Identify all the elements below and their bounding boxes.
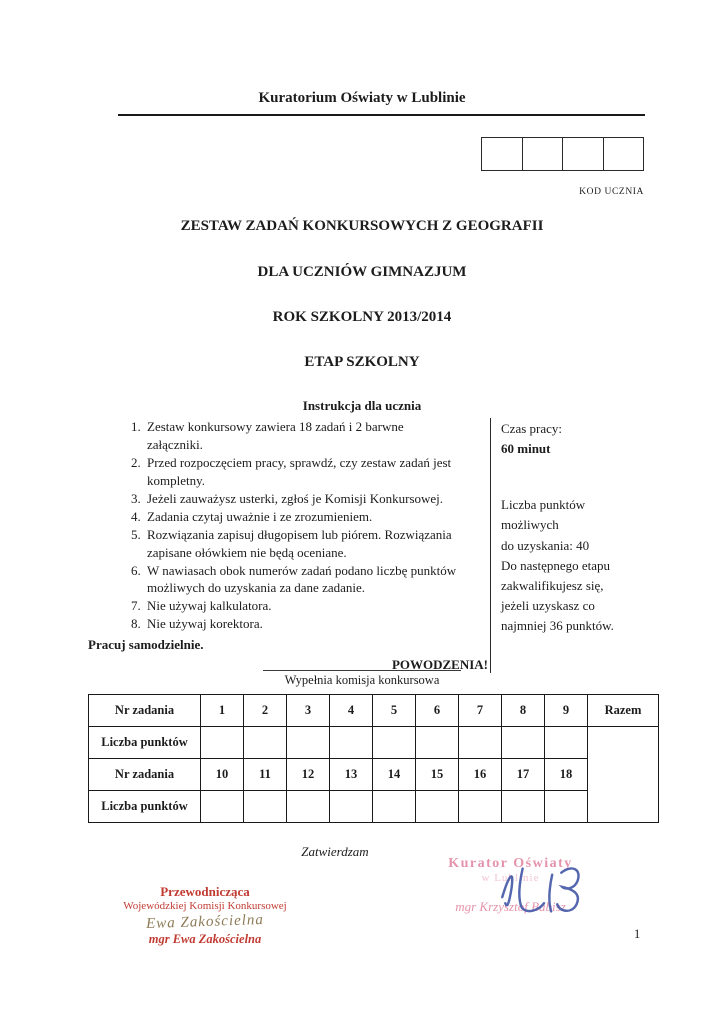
instruction-item-5: 5. Rozwiązania zapisuj długopisem lub piórem. Rozwiązania zapisane ołówkiem nie będą oceniane. <box>144 526 458 562</box>
chairwoman-name: mgr Ewa Zakościelna <box>148 932 262 946</box>
time-label: Czas pracy: <box>501 421 563 436</box>
task-number: 14 <box>373 759 416 791</box>
curator-stamp-line2: w Lublinie <box>481 872 540 884</box>
task-number: 7 <box>459 695 502 727</box>
score-cell-empty <box>373 727 416 759</box>
points-line-7: najmniej 36 punktów. <box>501 618 614 634</box>
title-line-2: DLA UCZNIÓW GIMNAZJUM <box>257 264 467 280</box>
razem-total-cell <box>588 727 659 823</box>
code-cell-4 <box>604 138 644 170</box>
task-number: 3 <box>287 695 330 727</box>
header-institution: Kuratorium Oświaty w Lublinie <box>258 90 466 106</box>
score-cell-empty <box>330 727 373 759</box>
points-line-2: możliwych <box>501 517 559 533</box>
instruction-list <box>118 418 458 633</box>
instructions-list-column <box>88 418 490 673</box>
points-line-6: jeżeli uzyskasz co <box>501 597 595 613</box>
instructions-sidebar <box>490 418 664 673</box>
task-number: 6 <box>416 695 459 727</box>
instruction-item-6: 6. W nawiasach obok numerów zadań podano liczbę punktów możliwych do uzyskania za dane zadanie. <box>144 562 458 598</box>
score-cell-empty <box>545 791 588 823</box>
table-row <box>89 791 659 823</box>
student-code-box <box>481 137 644 171</box>
instruction-item-2: 2. Przed rozpoczęciem pracy, sprawdź, czy zestaw zadań jest kompletny. <box>144 454 458 490</box>
code-cell-1 <box>482 138 523 170</box>
points-line-4: Do następnego etapu <box>501 557 611 573</box>
task-number: 10 <box>201 759 244 791</box>
row-label-pts-2: Liczba punktów <box>89 791 201 823</box>
score-cell-empty <box>459 791 502 823</box>
score-cell-empty <box>201 791 244 823</box>
score-cell-empty <box>459 727 502 759</box>
task-number: 12 <box>287 759 330 791</box>
score-cell-empty <box>416 727 459 759</box>
instruction-item-4: 4. Zadania czytaj uważnie i ze zrozumieniem. <box>144 508 458 526</box>
chairwoman-subtitle: Wojewódzkiej Komisji Konkursowej <box>123 900 287 912</box>
time-value: 60 minut <box>501 441 551 457</box>
points-line-1: Liczba punktów <box>501 497 586 513</box>
instruction-item-8: 8. Nie używaj korektora. <box>144 615 458 633</box>
score-cell-empty <box>545 727 588 759</box>
razem-header: Razem <box>588 695 659 727</box>
task-number: 11 <box>244 759 287 791</box>
table-row <box>89 695 659 727</box>
task-number: 13 <box>330 759 373 791</box>
task-number: 2 <box>244 695 287 727</box>
score-cell-empty <box>244 791 287 823</box>
task-number: 17 <box>502 759 545 791</box>
row-label-pts-1: Liczba punktów <box>89 727 201 759</box>
instruction-item-7: 7. Nie używaj kalkulatora. <box>144 597 458 615</box>
table-row <box>89 727 659 759</box>
page-number: 1 <box>634 927 641 941</box>
task-number: 16 <box>459 759 502 791</box>
table-row <box>89 759 659 791</box>
work-alone-note: Pracuj samodzielnie. <box>88 637 204 653</box>
task-number: 5 <box>373 695 416 727</box>
chairwoman-block <box>95 884 315 947</box>
good-luck-text: POWODZENIA! <box>391 657 488 673</box>
score-cell-empty <box>287 727 330 759</box>
task-number: 4 <box>330 695 373 727</box>
code-cell-3 <box>563 138 604 170</box>
sidebar-spacer <box>501 459 664 495</box>
instruction-item-3: 3. Jeżeli zauważysz usterki, zgłoś je Komisji Konkursowej. <box>144 490 458 508</box>
row-label-nr-1: Nr zadania <box>89 695 201 727</box>
title-line-1: ZESTAW ZADAŃ KONKURSOWYCH Z GEOGRAFII <box>180 218 544 234</box>
score-cell-empty <box>201 727 244 759</box>
task-number: 8 <box>502 695 545 727</box>
task-number: 15 <box>416 759 459 791</box>
row-label-nr-2: Nr zadania <box>89 759 201 791</box>
title-line-3: ROK SZKOLNY 2013/2014 <box>272 309 452 325</box>
title-line-4: ETAP SZKOLNY <box>304 354 420 370</box>
points-line-3: do uzyskania: 40 <box>501 537 590 553</box>
chairwoman-signature: Ewa Zakościelna <box>145 911 265 933</box>
instructions-section <box>88 418 664 673</box>
score-cell-empty <box>287 791 330 823</box>
score-cell-empty <box>502 791 545 823</box>
curator-signature-scribble-icon <box>488 858 600 920</box>
chairwoman-title: Przewodnicząca <box>160 884 250 899</box>
points-line-5: zakwalifikujesz się, <box>501 577 604 593</box>
approval-label: Zatwierdzam <box>301 844 369 859</box>
score-cell-empty <box>502 727 545 759</box>
score-cell-empty <box>416 791 459 823</box>
task-number: 18 <box>545 759 588 791</box>
task-number: 1 <box>201 695 244 727</box>
curator-stamp-line1: Kurator Oświaty <box>448 856 573 871</box>
score-table-caption: Wypełnia komisja konkursowa <box>263 670 462 688</box>
score-cell-empty <box>244 727 287 759</box>
score-cell-empty <box>330 791 373 823</box>
instruction-item-1: 1. Zestaw konkursowy zawiera 18 zadań i 2 barwne załączniki. <box>144 418 458 454</box>
code-cell-2 <box>523 138 564 170</box>
task-number: 9 <box>545 695 588 727</box>
instructions-heading: Instrukcja dla ucznia <box>302 398 422 413</box>
curator-name: mgr Krzysztof Babisz <box>455 899 566 914</box>
student-code-label: KOD UCZNIA <box>579 187 644 197</box>
header-rule <box>118 114 645 116</box>
score-table-caption-row <box>0 670 724 689</box>
score-cell-empty <box>373 791 416 823</box>
score-table <box>88 694 659 823</box>
